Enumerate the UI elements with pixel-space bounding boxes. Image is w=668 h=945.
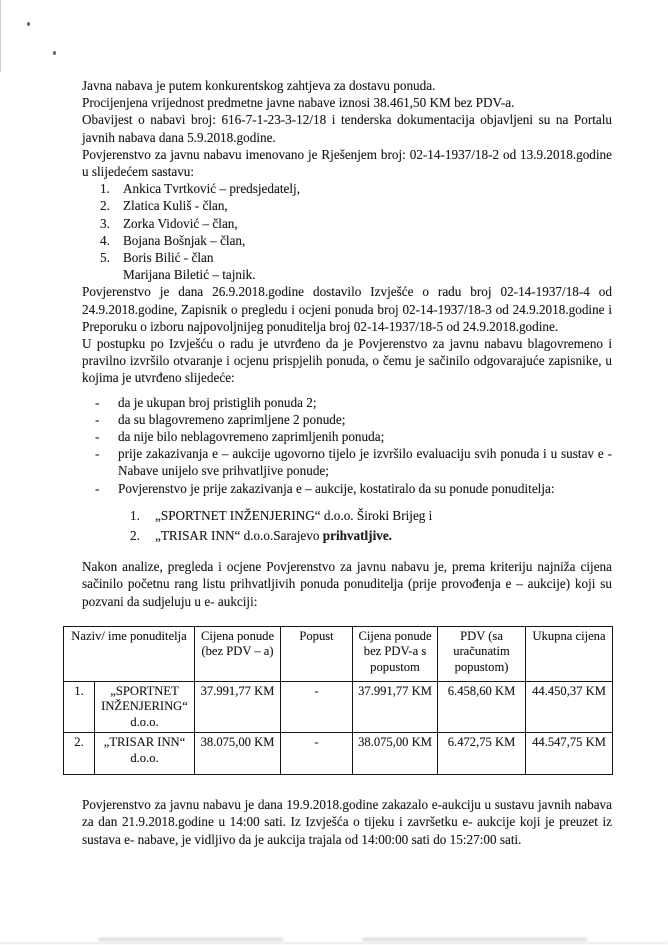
- list-item-number: 2.: [100, 198, 110, 214]
- scan-edge-line: [0, 0, 1, 72]
- para-procurement-method: Javna nabava je putem konkurentskog zahtjeva za dostavu ponuda.: [82, 78, 436, 93]
- list-item: [82, 428, 612, 445]
- dash-marker: -: [95, 446, 100, 462]
- list-item: [82, 215, 612, 232]
- list-item-text: „TRISAR INN“ d.o.o.Sarajevo: [155, 528, 323, 544]
- para-findings-intro: U postupku po Izvješću o radu je utvrđeno da je Povjerenstvo za javnu nabavu blagovremeno i pravilno izvršilo otvaranje i ocjenu prispjelih ponuda, o čemu je sačinilo odgovarajuće zapisnike, u kojima je utvrđeno slijedeće:: [82, 336, 612, 386]
- list-item-number: 5.: [100, 250, 110, 266]
- cell-discount: -: [281, 733, 353, 775]
- list-item: [82, 249, 612, 266]
- offers-table: [63, 626, 613, 775]
- list-item-bold-text: prihvatljive.: [322, 528, 392, 544]
- list-item: [82, 411, 612, 428]
- bidders-list: [82, 507, 612, 544]
- cell-price-no-vat: 38.075,00 KM: [195, 733, 281, 775]
- table-row: [64, 681, 613, 732]
- col-header-bidder-name: Naziv/ ime ponuditelja: [64, 626, 195, 681]
- dash-marker: -: [95, 411, 100, 427]
- dash-marker: -: [95, 480, 100, 496]
- list-item-secretary: Marijana Biletić – tajnik.: [123, 267, 256, 283]
- scan-speck: [53, 51, 56, 55]
- list-item: [82, 394, 612, 411]
- cell-discount: -: [281, 681, 353, 732]
- cell-price-no-vat: 37.991,77 KM: [195, 681, 281, 732]
- cell-price-with-discount: 37.991,77 KM: [353, 681, 438, 732]
- cell-vat: 6.472,75 KM: [438, 733, 526, 775]
- table-row: [64, 733, 613, 775]
- col-header-price-with-discount: Cijena ponude bez PDV-a s popustom: [353, 626, 438, 681]
- list-item: [82, 507, 612, 524]
- col-header-vat: PDV (sa uračunatim popustom): [438, 626, 526, 681]
- cell-row-number: 2.: [64, 733, 95, 775]
- list-item-text: da je ukupan broj pristiglih ponuda 2;: [118, 394, 317, 410]
- para-estimated-value: Procijenjena vrijednost predmetne javne nabave iznosi 38.461,50 KM bez PDV-a.: [82, 95, 515, 111]
- para-committee-appointment: Povjerenstvo za javnu nabavu imenovano je Rješenjem broj: 02-14-1937/18-2 od 13.9.2018.godine u slijedećem sastavu:: [82, 146, 612, 180]
- cell-total-price: 44.450,37 KM: [526, 681, 613, 732]
- cell-bidder-name: „SPORTNET INŽENJERING“ d.o.o.: [95, 681, 195, 732]
- list-item: [82, 480, 612, 497]
- list-item: [82, 232, 612, 249]
- document-page: [71, 77, 612, 848]
- cell-row-number: 1.: [64, 681, 95, 732]
- list-item-text: da nije bilo neblagovremeno zaprimljenih ponuda;: [118, 429, 385, 445]
- list-item-text: da su blagovremeno zaprimljene 2 ponude;: [118, 411, 346, 427]
- list-item-number: 4.: [100, 232, 110, 248]
- list-item-text: „SPORTNET INŽENJERING“ d.o.o. Široki Brijeg i: [155, 507, 433, 523]
- page-bottom-shadow: [98, 938, 283, 941]
- scan-speck: [27, 22, 30, 26]
- cell-total-price: 44.547,75 KM: [526, 733, 613, 775]
- list-item-number: 2.: [130, 528, 140, 544]
- para-ranking: Nakon analize, pregleda i ocjene Povjerenstvo za javnu nabavu je, prema kriteriju najniža cijena sačinilo početnu rang listu prihvatljivih ponuda ponuditelja (prije provođenja e – aukcije) koji su pozvani da sudjeluju u e- aukciji:: [82, 559, 612, 609]
- list-item: [82, 197, 612, 214]
- col-header-discount: Popust: [281, 626, 353, 681]
- col-header-price-no-vat: Cijena ponude (bez PDV – a): [195, 626, 281, 681]
- list-item-number: 1.: [130, 507, 140, 523]
- list-item-text: Zorka Vidović – član,: [123, 215, 238, 231]
- findings-list: [82, 394, 612, 497]
- col-header-total-price: Ukupna cijena: [526, 626, 613, 681]
- cell-bidder-name: „TRISAR INN“ d.o.o.: [95, 733, 195, 775]
- offers-table-wrapper: [63, 626, 612, 775]
- dash-marker: -: [95, 394, 100, 410]
- list-item: [82, 445, 612, 479]
- list-item-number: 1.: [100, 181, 110, 197]
- list-item-text: prije zakazivanja e – aukcije ugovorno tijelo je izvršilo evaluaciju svih ponuda i u sustav e - Nabave unijelo sve prihvatljive ponude;: [118, 446, 612, 479]
- page-bottom-shadow: [362, 938, 587, 941]
- list-item: [82, 527, 612, 544]
- list-item-text: Povjerenstvo je prije zakazivanja e – aukcije, kostatiralo da su ponude ponuditelja:: [118, 480, 555, 496]
- list-item-text: Bojana Bošnjak – član,: [123, 232, 246, 248]
- cell-vat: 6.458,60 KM: [438, 681, 526, 732]
- page-bottom-shadow: [0, 942, 668, 944]
- list-item-text: Zlatica Kuliš - član,: [123, 198, 228, 214]
- dash-marker: -: [95, 429, 100, 445]
- list-item-text: Boris Bilić - član: [123, 250, 214, 266]
- para-auction: Povjerenstvo za javnu nabavu je dana 19.9.2018.godine zakazalo e-aukciju u sustavu javnih nabava za dan 21.9.2018.godine u 14:00 sati. Iz Izvješća o tijeku i završetku e- aukcije koji je preuzet iz sustava e- nabave, je vidljivo da je aukcija trajala od 14:00:00 sati do 15:27:00 sati.: [82, 797, 612, 847]
- table-header-row: [64, 626, 613, 681]
- list-item: [82, 180, 612, 197]
- para-notice-number: Obavijest o nabavi broj: 616-7-1-23-3-12/18 i tenderska dokumentacija objavljeni su na Portalu javnih nabava dana 5.9.2018.godine.: [82, 112, 612, 145]
- cell-price-with-discount: 38.075,00 KM: [353, 733, 438, 775]
- committee-members-list: [82, 180, 612, 283]
- list-item-number: 3.: [100, 215, 110, 231]
- list-item-text: Ankica Tvrtković – predsjedatelj,: [123, 181, 301, 197]
- para-reports: Povjerenstvo je dana 26.9.2018.godine dostavilo Izvješće o radu broj 02-14-1937/18-4 od 24.9.2018.godine, Zapisnik o pregledu i ocjeni ponuda broj 02-14-1937/18-3 od 24.9.2018.godine i Preporuku o izboru najpovoljnijeg ponuditelja broj 02-14-1937/18-5 od 24.9.2018.godine.: [82, 284, 612, 334]
